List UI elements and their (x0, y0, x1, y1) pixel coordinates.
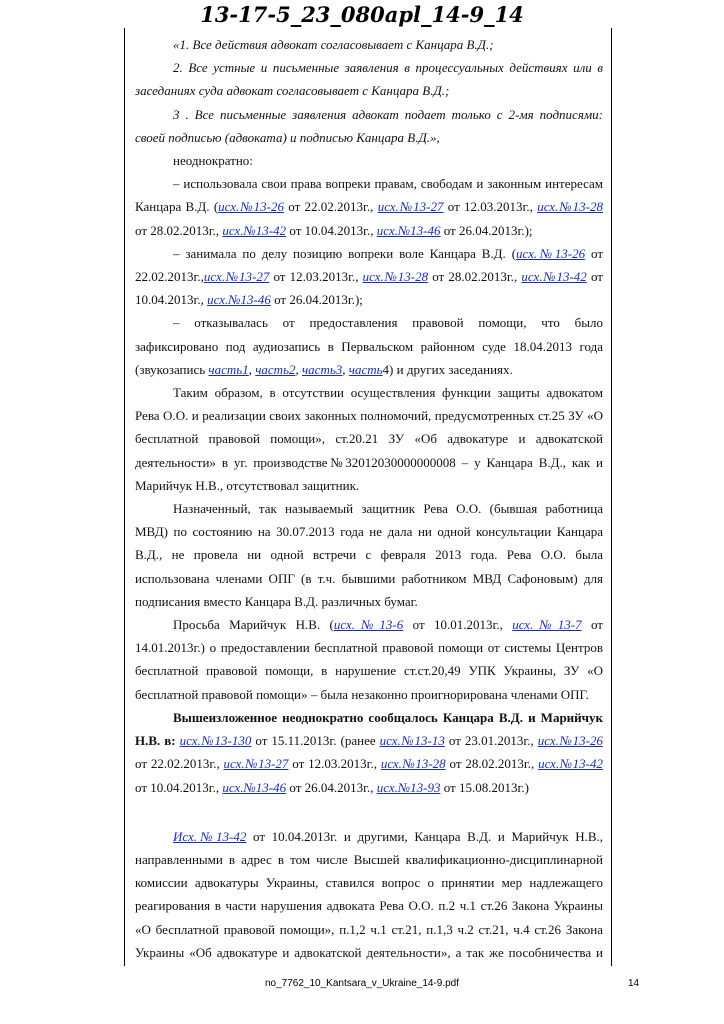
text: от 28.02.2013г., (428, 269, 522, 285)
audio-part-link[interactable]: часть1 (208, 361, 249, 377)
text: от 10.04.2013г., (135, 779, 223, 795)
text: – занимала по делу позицию вопреки воле Канцара В.Д. ( (173, 245, 517, 261)
paragraph-ish-13-42 (135, 825, 603, 966)
reference-link[interactable]: исх.№13-13 (379, 733, 445, 749)
reference-link[interactable]: исх.№13-28 (362, 269, 429, 285)
text: от 12.03.2013г., (269, 269, 363, 285)
text: от 22.02.2013г., (135, 756, 224, 772)
paragraph-naznachennyi: Назначенный, так называемый защитник Рева О.О. (бывшая работница МВД) по состоянию на 30.07.2013 года не дала ни одной консультации Канцара В.Д., не провела ни одной встречи с февраля 2013 года. Рева О.О. была использована членами ОПГ (в т.ч. бывшими работником МВД Сафоновым) для подписания вместо Канцара В.Д. различных бумаг. (135, 501, 603, 609)
text: от 15.08.2013г.) (440, 779, 529, 795)
reference-link[interactable]: Исх.№13-42 (173, 828, 247, 844)
bold-lead: Вышеизложенное неоднократно сообщалось Канцара В.Д. и Марийчук Н.В. в: (135, 709, 603, 749)
reference-link[interactable]: исх.№13-28 (380, 756, 446, 772)
reference-link[interactable]: исх.№13-42 (222, 222, 287, 238)
quote-item-1: «1. Все действия адвокат согласовывает с Канцара В.Д.; (173, 37, 494, 52)
text: , (248, 361, 256, 377)
reference-link[interactable]: исх.№13-26 (537, 733, 603, 749)
reference-link[interactable]: исх.№13-46 (207, 292, 271, 308)
text: от 14.01.2013г.) о предоставлении бесплатной правовой помощи от системы Центров бесплатной правовой помощи, в нарушение ст.ст.20,49 УПК Украины, ЗУ «О бесплатной правовой помощи» – была незаконно проигнорирована членами ОПГ. (135, 617, 603, 702)
text: от 10.04.2013г. и другими, Канцара В.Д. и Марийчук Н.В., направленными в адрес в том числе Высшей квалификационно-дисциплинарной комиссии адвокатуры Украины, ставился вопрос о принятии мер надлежащего реагирования в части нарушения адвоката Рева О.О. п.2 ч.1 ст.26 Закона Украины «О бесплатной правовой помощи», п.1,2 ч.1 ст.21, п.1,3 ч.2 ст.21, ч.4 ст.26 Закона Украины «Об адвокатуре и адвокатской деятельности», а так же пособничества и (135, 828, 604, 960)
text: – отказывалась от предоставления правовой помощи, что было зафиксировано под аудиозапись в Первальском районном суде 18.04.2013 года (звукозапись (135, 315, 603, 377)
text: от 26.04.2013г.); (270, 292, 363, 308)
text: от 12.03.2013г., (443, 199, 538, 215)
audio-part-link[interactable]: часть (348, 361, 383, 377)
text: от 10.04.2013г., (135, 269, 603, 308)
reference-link[interactable]: исх.№13-42 (538, 756, 603, 772)
text: , (342, 361, 349, 377)
bullet-1 (135, 172, 603, 242)
reference-link[interactable]: исх.№13-6 (333, 617, 404, 633)
quote-item-2: 2. Все устные и письменные заявления в процессуальных действиях или в заседаниях суда адвокат согласовывает с Канцара В.Д.; (135, 60, 603, 99)
text: от 26.04.2013г.); (440, 222, 533, 238)
document-body (125, 28, 611, 966)
reference-link[interactable]: исх.№13-46 (222, 779, 287, 795)
text: от 22.02.2013г., (283, 199, 378, 215)
document-header-title: 13-17-5_23_080apl_14-9_14 (200, 2, 524, 27)
reference-link[interactable]: исх.№13-46 (376, 222, 441, 238)
reference-link[interactable]: исх.№13-26 (218, 199, 284, 215)
bullet-2 (135, 242, 603, 312)
reference-link[interactable]: исх.№13-130 (179, 733, 252, 749)
text: 4) и других заседаниях. (382, 361, 513, 377)
text: от 28.02.2013г., (445, 756, 539, 772)
reference-link[interactable]: исх.№13-93 (376, 779, 441, 795)
text: от 28.02.2013г., (135, 222, 223, 238)
reference-link[interactable]: исх.№13-28 (537, 199, 603, 215)
audio-part-link[interactable]: часть2 (255, 361, 296, 377)
reference-link[interactable]: исх.№13-27 (203, 269, 270, 285)
text: от 10.01.2013г., (403, 617, 513, 633)
page-frame (124, 28, 612, 966)
text: , (295, 361, 302, 377)
reference-link[interactable]: исх.№13-27 (223, 756, 289, 772)
quote-item-3: 3 . Все письменные заявления адвокат подает только с 2-мя подписями: своей подписью (адвоката) и подписью Канцара В.Д.», (135, 106, 603, 145)
reference-link[interactable]: исх.№13-7 (512, 617, 582, 633)
text: Просьба Марийчук Н.В. ( (173, 617, 334, 633)
text: от 10.04.2013г., (286, 222, 377, 238)
text: от 23.01.2013г., (444, 733, 538, 749)
audio-part-link[interactable]: часть3 (301, 361, 343, 377)
text: – использовала свои права вопреки правам, свободам и законным интересам Канцара В.Д. ( (135, 176, 603, 215)
text: от 15.11.2013г. (ранее (251, 733, 380, 749)
text: от 12.03.2013г., (288, 756, 381, 772)
bullet-3 (135, 311, 603, 381)
reference-link[interactable]: исх.№13-26 (516, 245, 586, 261)
text: от 26.04.2013г., (286, 779, 377, 795)
paragraph-spacer (135, 799, 603, 825)
text: от 22.02.2013г., (135, 245, 603, 285)
paragraph-takim-obrazom: Таким образом, в отсутствии осуществления функции защиты адвокатом Рева О.О. и реализации своих законных полномочий, предусмотренных ст.25 ЗУ «О бесплатной правовой помощи», ст.20.21 ЗУ «Об адвокатуре и адвокатской деятельности» в уг. производстве№32012030000000008 – у Канцара В.Д., как и Марийчук Н.В., отсутствовал защитник. (135, 385, 603, 493)
page-footer (0, 978, 724, 994)
paragraph-vysheizlozhennoe (135, 706, 603, 799)
reference-link[interactable]: исх.№13-42 (521, 269, 587, 285)
page-number: 14 (628, 978, 640, 989)
paragraph-prosba (135, 613, 603, 706)
reference-link[interactable]: исх.№13-27 (377, 199, 444, 215)
paragraph-neodnokratno: неоднократно: (173, 153, 253, 169)
footer-filename: no_7762_10_Kantsara_v_Ukraine_14-9.pdf (264, 978, 460, 989)
